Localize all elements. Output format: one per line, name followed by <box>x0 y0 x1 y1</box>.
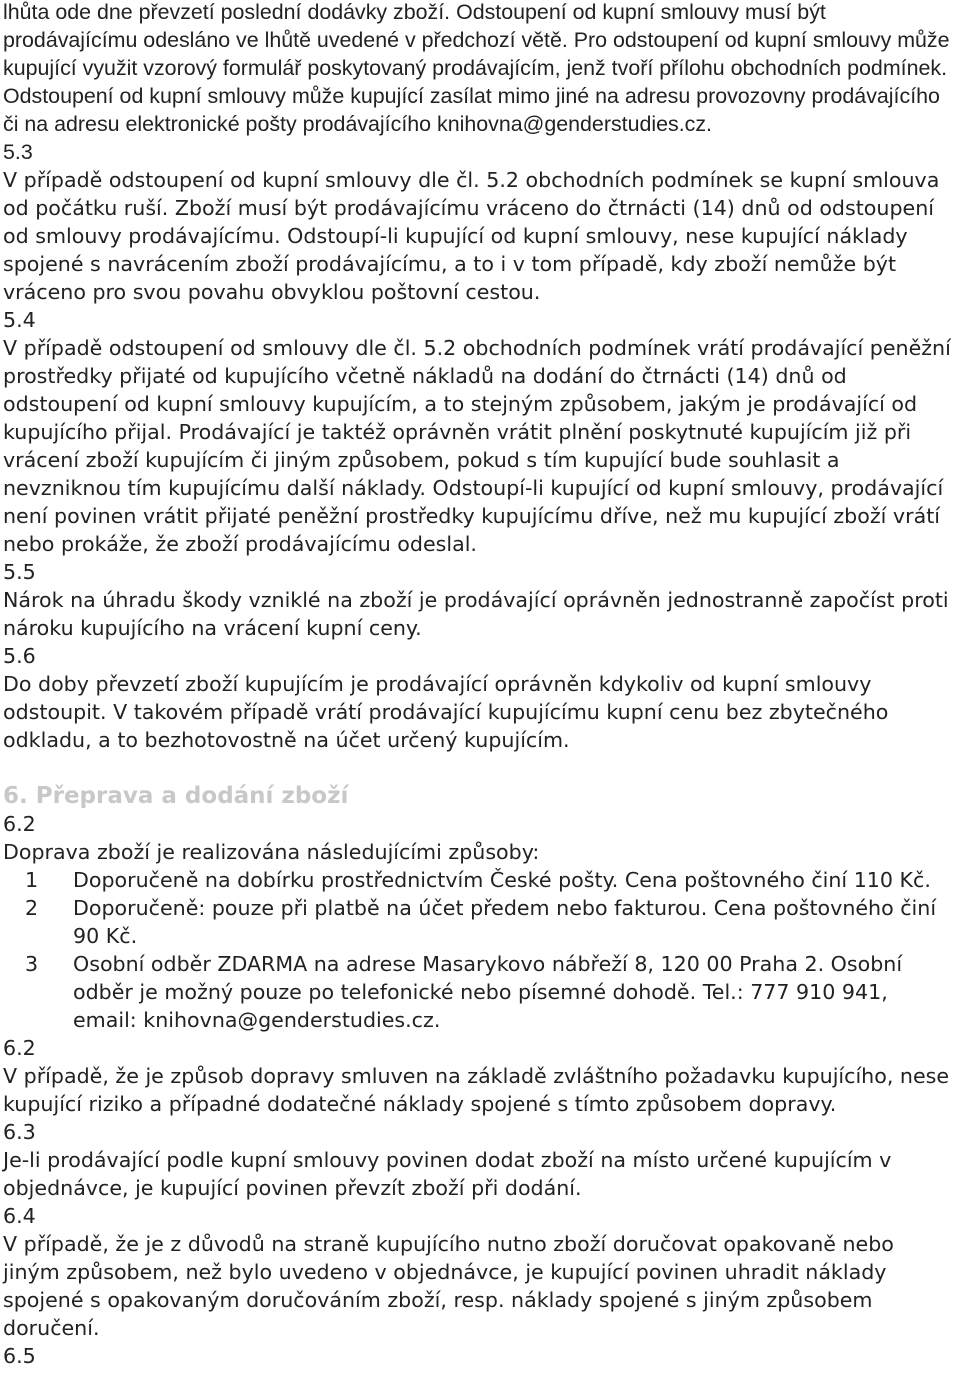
document-page <box>3 0 957 1370</box>
shipping-methods-list <box>3 866 957 1034</box>
paragraph-5-4: V případě odstoupení od smlouvy dle čl. 5.2 obchodních podmínek vrátí prodávající peněžní prostředky přijaté od kupujícího včetně nákladů na dodání do čtrnácti (14) dnů od odstoupení od kupní smlouvy kupujícím, a to stejným způsobem, jakým je prodávající od kupujícího přijal. Prodávající je taktéž oprávněn vrátit plnění poskytnuté kupujícím již při vrácení zboží kupujícím či jiným způsobem, pokud s tím kupující bude souhlasit a nevzniknou tím kupujícímu další náklady. Odstoupí-li kupující od kupní smlouvy, prodávající není povinen vrátit přijaté peněžní prostředky kupujícímu dříve, než mu kupující zboží vrátí nebo prokáže, že zboží prodávajícímu odeslal. <box>3 336 951 556</box>
list-item <box>3 866 957 894</box>
clause-number-6-2: 6.2 <box>3 812 36 836</box>
clause-number-6-2-second: 6.2 <box>3 1036 36 1060</box>
paragraph-5-3: V případě odstoupení od kupní smlouvy dle čl. 5.2 obchodních podmínek se kupní smlouva od počátku ruší. Zboží musí být prodávajícímu vráceno do čtrnácti (14) dnů od odstoupení od smlouvy prodávajícímu. Odstoupí-li kupující od kupní smlouvy, nese kupující náklady spojené s navrácením zboží prodávajícímu, a to i v tom případě, kdy zboží nemůže být vráceno pro svou povahu obvyklou poštovní cestou. <box>3 168 940 304</box>
clause-number-5-3: 5.3 <box>3 140 33 164</box>
list-item <box>3 950 957 1034</box>
clause-number-5-6: 5.6 <box>3 644 36 668</box>
paragraph-6-2-intro: Doprava zboží je realizována následujícími způsoby: <box>3 840 540 864</box>
paragraph-5-6: Do doby převzetí zboží kupujícím je prodávající oprávněn kdykoliv od kupní smlouvy odstoupit. V takovém případě vrátí prodávající kupujícímu kupní cenu bez zbytečného odkladu, a to bezhotovostně na účet určený kupujícím. <box>3 672 889 752</box>
paragraph-withdrawal-deadline: lhůta ode dne převzetí poslední dodávky zboží. Odstoupení od kupní smlouvy musí být prodávajícímu odesláno ve lhůtě uvedené v předchozí větě. Pro odstoupení od kupní smlouvy může kupující využit vzorový formulář poskytovaný prodávajícím, jenž tvoří přílohu obchodních podmínek. Odstoupení od kupní smlouvy může kupující zasílat mimo jiné na adresu provozovny prodávajícího či na adresu elektronické pošty prodávajícího knihovna@genderstudies.cz. <box>3 0 950 136</box>
list-item-number: 2 <box>25 896 39 920</box>
clause-number-6-4: 6.4 <box>3 1204 36 1228</box>
clause-number-5-5: 5.5 <box>3 560 36 584</box>
paragraph-6-4: V případě, že je z důvodů na straně kupujícího nutno zboží doručovat opakovaně nebo jiným způsobem, než bylo uvedeno v objednávce, je kupující povinen uhradit náklady spojené s opakovaným doručováním zboží, resp. náklady spojené s jiným způsobem doručení. <box>3 1232 894 1340</box>
list-item-number: 1 <box>25 868 39 892</box>
paragraph-6-3: Je-li prodávající podle kupní smlouvy povinen dodat zboží na místo určené kupujícím v objednávce, je kupující povinen převzít zboží při dodání. <box>3 1148 892 1200</box>
list-item-text: Doporučeně na dobírku prostřednictvím České pošty. Cena poštovného činí 110 Kč. <box>73 868 931 892</box>
section-heading-transport: 6. Přeprava a dodání zboží <box>3 783 349 809</box>
paragraph-5-5: Nárok na úhradu škody vzniklé na zboží je prodávající oprávněn jednostranně započíst proti nároku kupujícího na vrácení kupní ceny. <box>3 588 949 640</box>
list-item-text: Osobní odběr ZDARMA na adrese Masarykovo nábřeží 8, 120 00 Praha 2. Osobní odběr je možný pouze po telefonické nebo písemné dohodě. Tel.: 777 910 941, email: knihovna@genderstudies.cz. <box>73 952 903 1032</box>
clause-number-6-3: 6.3 <box>3 1120 36 1144</box>
section-gap <box>3 754 957 782</box>
list-item-text: Doporučeně: pouze při platbě na účet předem nebo fakturou. Cena poštovného činí 90 Kč. <box>73 896 937 948</box>
list-item-number: 3 <box>25 952 39 976</box>
clause-number-5-4: 5.4 <box>3 308 36 332</box>
clause-number-6-5: 6.5 <box>3 1344 36 1368</box>
list-item <box>3 894 957 950</box>
paragraph-6-2-risk: V případě, že je způsob dopravy smluven na základě zvláštního požadavku kupujícího, nese kupující riziko a případné dodatečné náklady spojené s tímto způsobem dopravy. <box>3 1064 950 1116</box>
